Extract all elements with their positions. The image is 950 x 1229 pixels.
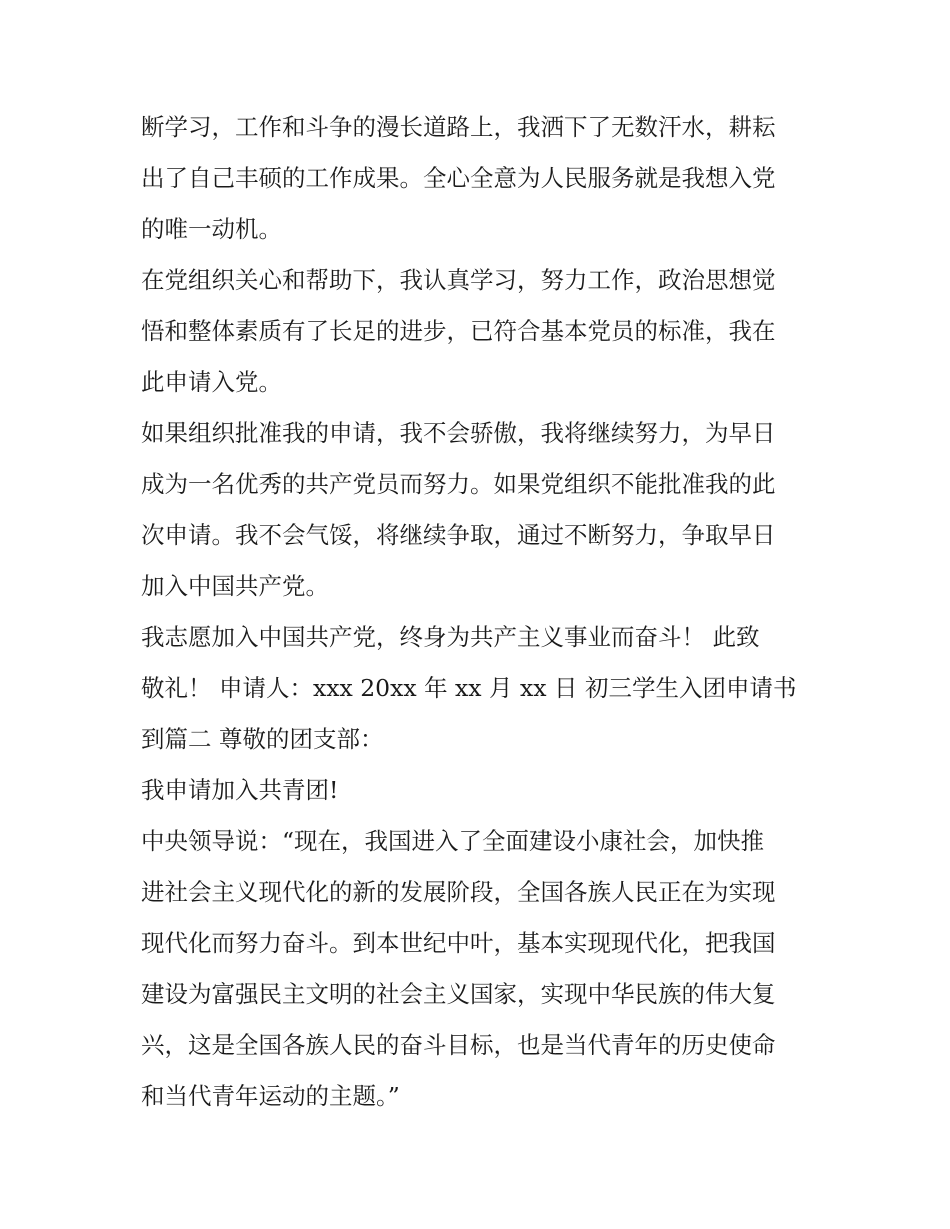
text-line: 进社会主义现代化的新的发展阶段，全国各族人民正在为实现 xyxy=(141,878,776,906)
text-line: 现代化而努力奋斗。到本世纪中叶，基本实现现代化，把我国 xyxy=(141,929,776,957)
text-line: 在党组织关心和帮助下，我认真学习，努力工作，政治思想觉 xyxy=(141,266,776,294)
text-line: 到篇二 尊敬的团支部： xyxy=(141,725,384,753)
text-line: 中央领导说：“现在，我国进入了全面建设小康社会，加快推 xyxy=(141,827,765,855)
text-line: 兴，这是全国各族人民的奋斗目标，也是当代青年的历史使命 xyxy=(141,1031,776,1059)
text-line: 断学习，工作和斗争的漫长道路上，我洒下了无数汗水，耕耘 xyxy=(141,113,776,141)
text-line: 出了自己丰硕的工作成果。全心全意为人民服务就是我想入党 xyxy=(141,164,776,192)
text-line: 敬礼！ 申请人：xxx 20xx 年 xx 月 xx 日 初三学生入团申请书 xyxy=(141,674,797,702)
text-line: 悟和整体素质有了长足的进步，已符合基本党员的标准，我在 xyxy=(141,317,776,345)
document-body xyxy=(141,102,821,1122)
text-line: 如果组织批准我的申请，我不会骄傲，我将继续努力，为早日 xyxy=(141,419,776,447)
text-line: 建设为富强民主文明的社会主义国家，实现中华民族的伟大复 xyxy=(141,980,776,1008)
text-line: 的唯一动机。 xyxy=(141,215,282,243)
text-line: 我申请加入共青团! xyxy=(141,776,339,804)
text-line: 加入中国共产党。 xyxy=(141,572,329,600)
text-line: 成为一名优秀的共产党员而努力。如果党组织不能批准我的此 xyxy=(141,470,776,498)
text-line: 和当代青年运动的主题。” xyxy=(141,1082,400,1110)
text-line: 我志愿加入中国共产党，终身为共产主义事业而奋斗！ 此致 xyxy=(141,623,760,651)
text-line: 次申请。我不会气馁，将继续争取，通过不断努力，争取早日 xyxy=(141,521,776,549)
text-line: 此申请入党。 xyxy=(141,368,282,396)
